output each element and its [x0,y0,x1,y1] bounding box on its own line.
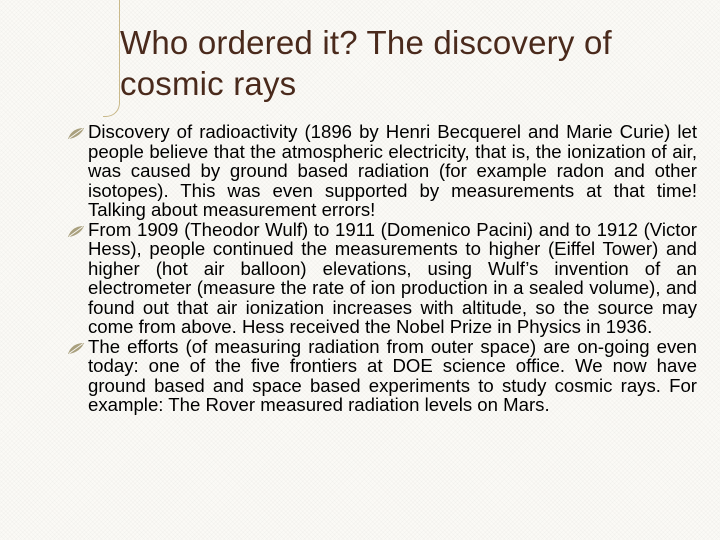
title-accent-bracket [103,0,120,117]
bullet-item [67,122,697,220]
bullet-item [67,337,697,415]
leaf-bullet-icon [67,125,85,139]
bullet-text: The efforts (of measuring radiation from outer space) are on-going even today: one of the five frontiers at DOE science office. We now have ground based and space based experiments to study cosmic rays. For example: The Rover measured radiation levels on Mars. [88,335,697,415]
leaf-bullet-icon [67,223,85,237]
bullet-item [67,220,697,337]
bullet-text: Discovery of radioactivity (1896 by Henri Becquerel and Marie Curie) let people believe that the atmospheric electricity, that is, the ionization of air, was caused by ground based radiation (for example radon and other isotopes). This was even supported by measurements at that time! Talking about measurement errors! [88,121,697,220]
bullet-list [67,122,697,415]
leaf-bullet-icon [67,340,85,354]
bullet-text: From 1909 (Theodor Wulf) to 1911 (Domenico Pacini) and to 1912 (Victor Hess), people continued the measurements to higher (Eiffel Tower) and higher (hot air balloon) elevations, using Wulf’s invention of an electrometer (measure the rate of ion production in a sealed volume), and found out that air ionization increases with altitude, so the source may come from above. Hess received the Nobel Prize in Physics in 1936. [88,218,697,337]
slide-title: Who ordered it? The discovery of cosmic rays [120,24,612,102]
